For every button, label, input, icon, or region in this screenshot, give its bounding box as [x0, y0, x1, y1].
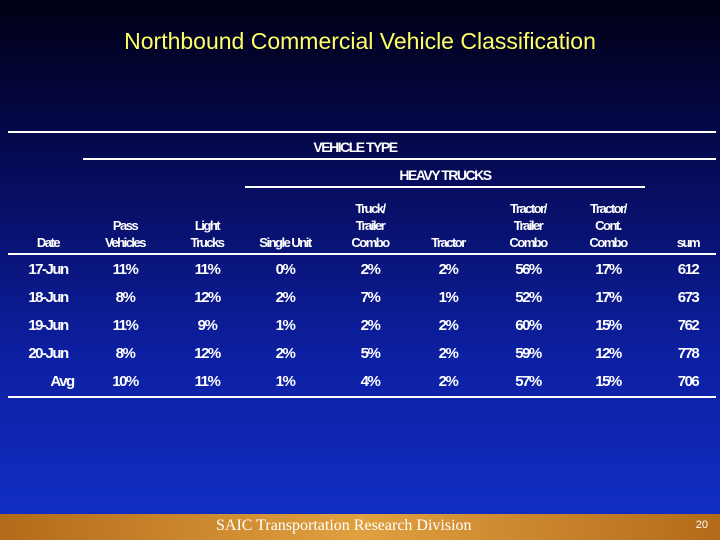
- cell-single-unit: 2%: [275, 289, 295, 306]
- cell-tractor-cont-combo: 15%: [595, 373, 621, 390]
- header-bottom-rule: [8, 253, 716, 255]
- cell-tractor: 2%: [438, 261, 458, 278]
- cell-tractor-trailer-combo: 56%: [515, 261, 541, 278]
- slide-title: Northbound Commercial Vehicle Classification: [124, 28, 596, 54]
- cell-light-trucks: 12%: [194, 289, 220, 306]
- footer-bar: [0, 514, 720, 540]
- column-header-line: Trailer: [513, 218, 543, 233]
- cell-tractor-cont-combo: 12%: [595, 345, 621, 362]
- cell-tractor-trailer-combo: 57%: [515, 373, 541, 390]
- cell-pass-vehicles: 11%: [112, 317, 138, 334]
- column-header-line: Tractor/: [590, 201, 626, 216]
- column-header-line: Combo: [509, 235, 547, 250]
- column-header-line: Tractor/: [510, 201, 546, 216]
- column-header-line: Combo: [351, 235, 389, 250]
- cell-truck-trailer-combo: 4%: [360, 373, 380, 390]
- cell-light-trucks: 9%: [197, 317, 217, 334]
- column-header-tractor: [402, 234, 494, 251]
- column-header-line: Tractor: [431, 235, 465, 250]
- row-label: Avg: [50, 373, 74, 390]
- row-label: 18-Jun: [28, 289, 68, 306]
- cell-tractor-trailer-combo: 60%: [515, 317, 541, 334]
- cell-tractor-trailer-combo: 59%: [515, 345, 541, 362]
- row-label: 17-Jun: [28, 261, 68, 278]
- column-header-line: Single Unit: [259, 235, 311, 250]
- cell-truck-trailer-combo: 2%: [360, 261, 380, 278]
- cell-tractor: 2%: [438, 345, 458, 362]
- column-header-line: Vehicles: [104, 235, 146, 250]
- cell-tractor-cont-combo: 17%: [595, 289, 621, 306]
- column-header-line: Combo: [589, 235, 627, 250]
- column-header-line: Date: [36, 235, 60, 250]
- cell-single-unit: 0%: [275, 261, 295, 278]
- cell-tractor: 2%: [438, 373, 458, 390]
- cell-sum: 762: [677, 317, 699, 334]
- column-header-single-unit: [239, 234, 331, 251]
- footer-text: SAIC Transportation Research Division: [216, 517, 472, 534]
- heavy-trucks-rule: [245, 186, 645, 188]
- row-label: 19-Jun: [28, 317, 68, 334]
- cell-light-trucks: 12%: [194, 345, 220, 362]
- cell-tractor-trailer-combo: 52%: [515, 289, 541, 306]
- cell-tractor-cont-combo: 17%: [595, 261, 621, 278]
- column-header-tractor-trailer-combo: [482, 200, 574, 251]
- column-header-line: Trailer: [355, 218, 385, 233]
- cell-tractor: 2%: [438, 317, 458, 334]
- cell-light-trucks: 11%: [194, 373, 220, 390]
- cell-sum: 612: [677, 261, 699, 278]
- cell-sum: 706: [677, 373, 699, 390]
- cell-single-unit: 1%: [275, 317, 295, 334]
- page-number: 20: [695, 519, 708, 531]
- column-header-pass-vehicles: [79, 217, 171, 251]
- vehicle-type-rule: [83, 158, 716, 160]
- cell-single-unit: 1%: [275, 373, 295, 390]
- heavy-trucks-header: HEAVY TRUCKS: [399, 167, 491, 183]
- cell-truck-trailer-combo: 7%: [360, 289, 380, 306]
- cell-tractor: 1%: [438, 289, 458, 306]
- cell-sum: 778: [677, 345, 699, 362]
- row-label: 20-Jun: [28, 345, 68, 362]
- column-header-tractor-cont-combo: [562, 200, 654, 251]
- table-bottom-rule: [8, 396, 716, 398]
- column-header-line: sum: [676, 235, 700, 250]
- cell-single-unit: 2%: [275, 345, 295, 362]
- cell-sum: 673: [677, 289, 699, 306]
- column-header-line: Truck/: [355, 201, 385, 216]
- column-header-line: Cont.: [595, 218, 621, 233]
- column-header-line: Trucks: [190, 235, 224, 250]
- cell-pass-vehicles: 8%: [115, 289, 135, 306]
- column-header-line: Light: [194, 218, 220, 233]
- cell-light-trucks: 11%: [194, 261, 220, 278]
- column-header-sum: [642, 234, 720, 251]
- cell-pass-vehicles: 11%: [112, 261, 138, 278]
- cell-truck-trailer-combo: 5%: [360, 345, 380, 362]
- cell-pass-vehicles: 10%: [112, 373, 138, 390]
- cell-tractor-cont-combo: 15%: [595, 317, 621, 334]
- column-header-line: Pass: [112, 218, 138, 233]
- vehicle-type-header: VEHICLE TYPE: [313, 139, 397, 155]
- table-top-rule: [8, 131, 716, 133]
- cell-pass-vehicles: 8%: [115, 345, 135, 362]
- cell-truck-trailer-combo: 2%: [360, 317, 380, 334]
